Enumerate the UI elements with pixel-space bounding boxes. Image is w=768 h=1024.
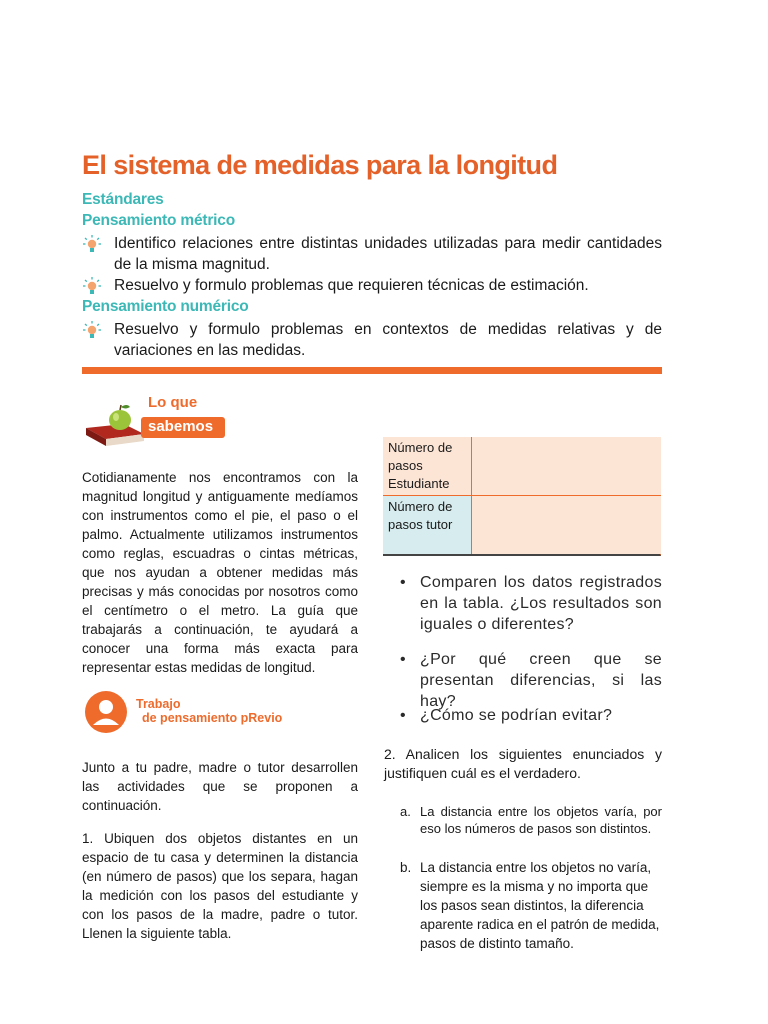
lightbulb-icon — [82, 320, 102, 340]
lightbulb-icon — [82, 276, 102, 296]
standard-text: Identifico relaciones entre distintas unidades utilizadas para medir cantidades de la misma magnitud. — [114, 235, 662, 273]
table-row — [383, 437, 661, 496]
metric-heading: Pensamiento métrico — [82, 212, 235, 229]
question-item — [400, 705, 662, 726]
question-text: ¿Cómo se podrían evitar? — [420, 707, 613, 724]
option-label: b. — [400, 860, 412, 875]
question-item — [400, 649, 662, 712]
book-apple-icon — [84, 402, 146, 448]
bullet-icon: • — [400, 574, 406, 591]
standard-text: Resuelvo y formulo problemas que requieren técnicas de estimación. — [114, 277, 589, 294]
activity-2-text: 2. Analicen los siguientes enunciados y justifiquen cuál es el verdadero. — [384, 746, 662, 781]
bullet-icon: • — [400, 651, 406, 668]
question-text: Comparen los datos registrados en la tabla. ¿Los resultados son iguales o diferentes? — [420, 574, 662, 633]
numeric-standard-1 — [82, 319, 662, 361]
lo-que-sabemos-paragraph: Cotidianamente nos encontramos con la magnitud longitud y antiguamente medíamos con instrumentos como el pie, el paso o el palmo. Actualmente utilizamos instrumentos como reglas, escuadras o cintas métricas, que nos ayudan a obtener medidas más precisas y más conocidas por nosotros como el centímetro o el metro. La guía que trabajarás a continuación, te ayudará a conocer una forma más exacta para representar estas medidas de longitud. — [82, 470, 358, 675]
question-text: ¿Por qué creen que se presentan diferencias, si las hay? — [420, 651, 662, 710]
bullet-icon: • — [400, 707, 406, 724]
table-cell[interactable] — [472, 437, 662, 496]
metric-standard-2 — [82, 275, 662, 296]
option-b — [400, 858, 662, 953]
option-label: a. — [400, 804, 411, 819]
option-a — [400, 803, 662, 837]
option-text: La distancia entre los objetos no varía, siempre es la misma y no importa que los pasos sean distintos, la diferencia aparente radica en el patrón de medida, pasos de distinto tamaño. — [420, 860, 660, 951]
metric-standard-1 — [82, 233, 662, 275]
trabajo-intro: Junto a tu padre, madre o tutor desarrollen las actividades que se proponen a continuación. — [82, 760, 358, 813]
table-label-estudiante: Número de pasos Estudiante — [383, 437, 472, 496]
question-item — [400, 572, 662, 635]
table-cell[interactable] — [472, 496, 662, 555]
lightbulb-icon — [82, 234, 102, 254]
table-label-tutor: Número de pasos tutor — [383, 496, 472, 555]
standard-text: Resuelvo y formulo problemas en contextos de medidas relativas y de variaciones en las medidas. — [114, 321, 662, 359]
table-row — [383, 496, 661, 555]
lo-que-label: Lo que — [148, 394, 198, 411]
page-title: El sistema de medidas para la longitud — [82, 150, 558, 180]
pensamiento-previo-label: de pensamiento pRevio — [142, 711, 283, 725]
sabemos-label: sabemos — [148, 418, 214, 435]
numeric-heading: Pensamiento numérico — [82, 298, 249, 315]
section-divider — [82, 367, 662, 374]
person-icon — [84, 690, 128, 734]
trabajo-label: Trabajo — [136, 697, 181, 711]
steps-table — [383, 437, 661, 554]
standards-heading: Estándares — [82, 191, 164, 208]
option-text: La distancia entre los objetos varía, por eso los números de pasos son distintos. — [420, 804, 662, 836]
activity-1-text: 1. Ubiquen dos objetos distantes en un espacio de tu casa y determinen la distancia (en número de pasos) que los separa, hagan la medición con los pasos del estudiante y con los pasos de la madre, padre o tutor. Llenen la siguiente tabla. — [82, 831, 358, 941]
